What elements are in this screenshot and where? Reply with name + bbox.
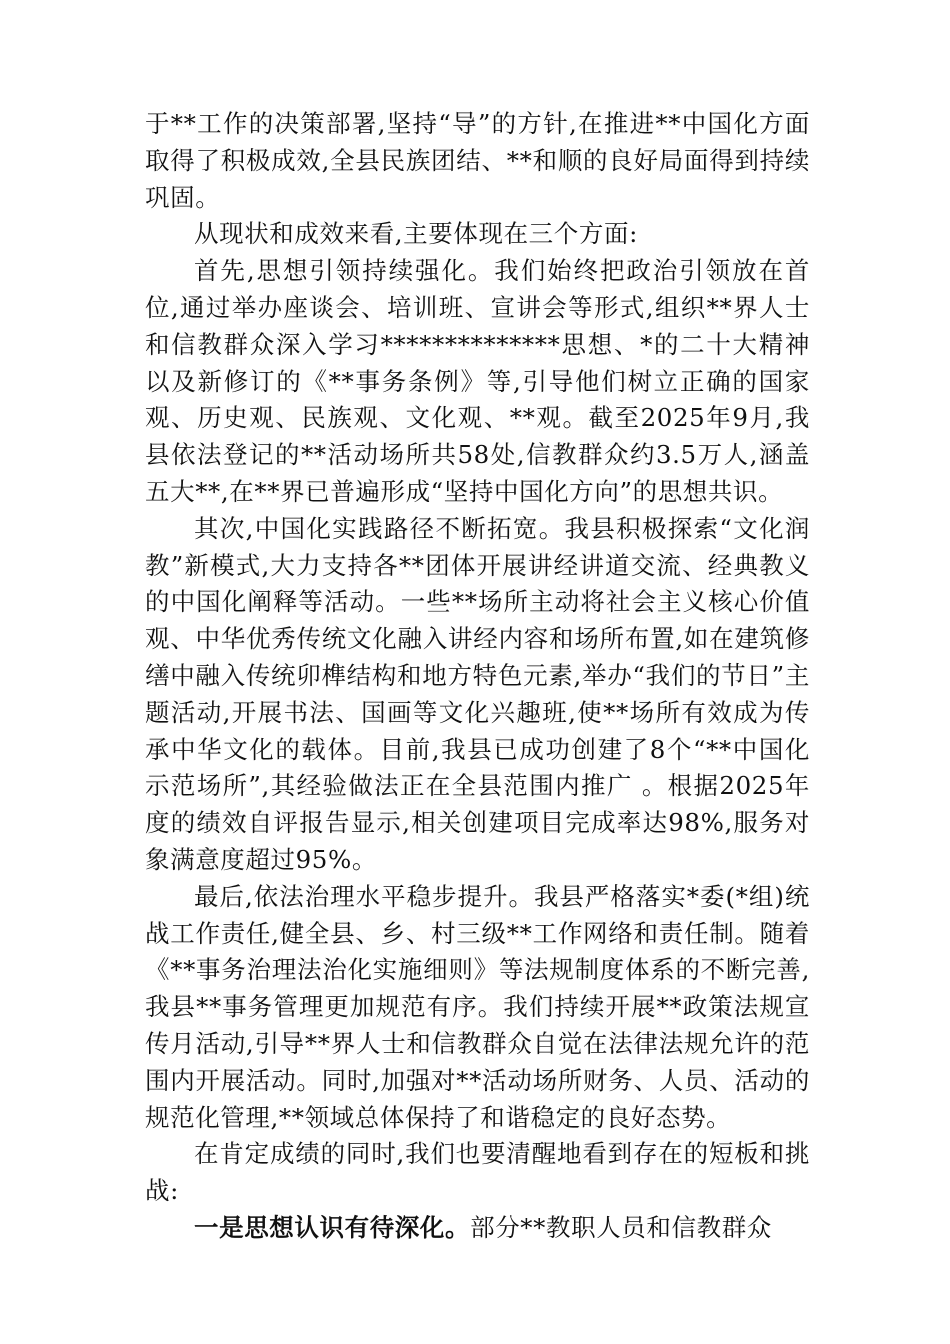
document-body [145, 106, 810, 1247]
paragraph-second-aspect [145, 511, 810, 879]
paragraph-intro [145, 216, 810, 253]
paragraph-third-aspect [145, 879, 810, 1137]
paragraph-first-aspect [145, 253, 810, 511]
paragraph-continuation [145, 106, 810, 216]
paragraph-text: 从现状和成效来看,主要体现在三个方面: [194, 219, 638, 249]
paragraph-text: 最后,依法治理水平稳步提升。我县严格落实*委(*组)统战工作责任,健全县、乡、村三级**工作网络和责任制。随着《**事务治理法治化实施细则》等法规制度体系的不断完善,我县**事务管理更加规范有序。我们持续开展**政策法规宣传月活动,引导**界人士和信教群众自觉在法律法规允许的范围内开展活动。同时,加强对**活动场所财务、人员、活动的规范化管理,**领域总体保持了和谐稳定的良好态势。 [145, 881, 810, 1132]
paragraph-text: 其次,中国化实践路径不断拓宽。我县积极探索“文化润教”新模式,大力支持各**团体开展讲经讲道交流、经典教义的中国化阐释等活动。一些**场所主动将社会主义核心价值观、中华优秀传统文化融入讲经内容和场所布置,如在建筑修缮中融入传统卯榫结构和地方特色元素,举办“我们的节日”主题活动,开展书法、国画等文化兴趣班,使**场所有效成为传承中华文化的载体。目前,我县已成功创建了8个“**中国化示范场所”,其经验做法正在全县范围内推广 。根据2025年度的绩效自评报告显示,相关创建项目完成率达98%,服务对象满意度超过95%。 [145, 513, 810, 874]
paragraph-challenges-intro [145, 1136, 810, 1210]
paragraph-challenge-one [145, 1210, 810, 1247]
paragraph-lead-heading: 一是思想认识有待深化。 [194, 1212, 471, 1242]
paragraph-text: 于**工作的决策部署,坚持“导”的方针,在推进**中国化方面取得了积极成效,全县民族团结、**和顺的良好局面得到持续巩固。 [145, 109, 810, 212]
paragraph-text: 在肯定成绩的同时,我们也要清醒地看到存在的短板和挑战: [145, 1139, 810, 1206]
paragraph-text: 首先,思想引领持续强化。我们始终把政治引领放在首位,通过举办座谈会、培训班、宣讲会等形式,组织**界人士和信教群众深入学习**************思想、*的二十大精神以及新修订的《**事务条例》等,引导他们树立正确的国家观、历史观、民族观、文化观、**观。截至2025年9月,我县依法登记的**活动场所共58处,信教群众约3.5万人,涵盖五大**,在**界已普遍形成“坚持中国化方向”的思想共识。 [145, 256, 810, 506]
paragraph-text: 部分**教职人员和信教群众 [470, 1212, 772, 1242]
